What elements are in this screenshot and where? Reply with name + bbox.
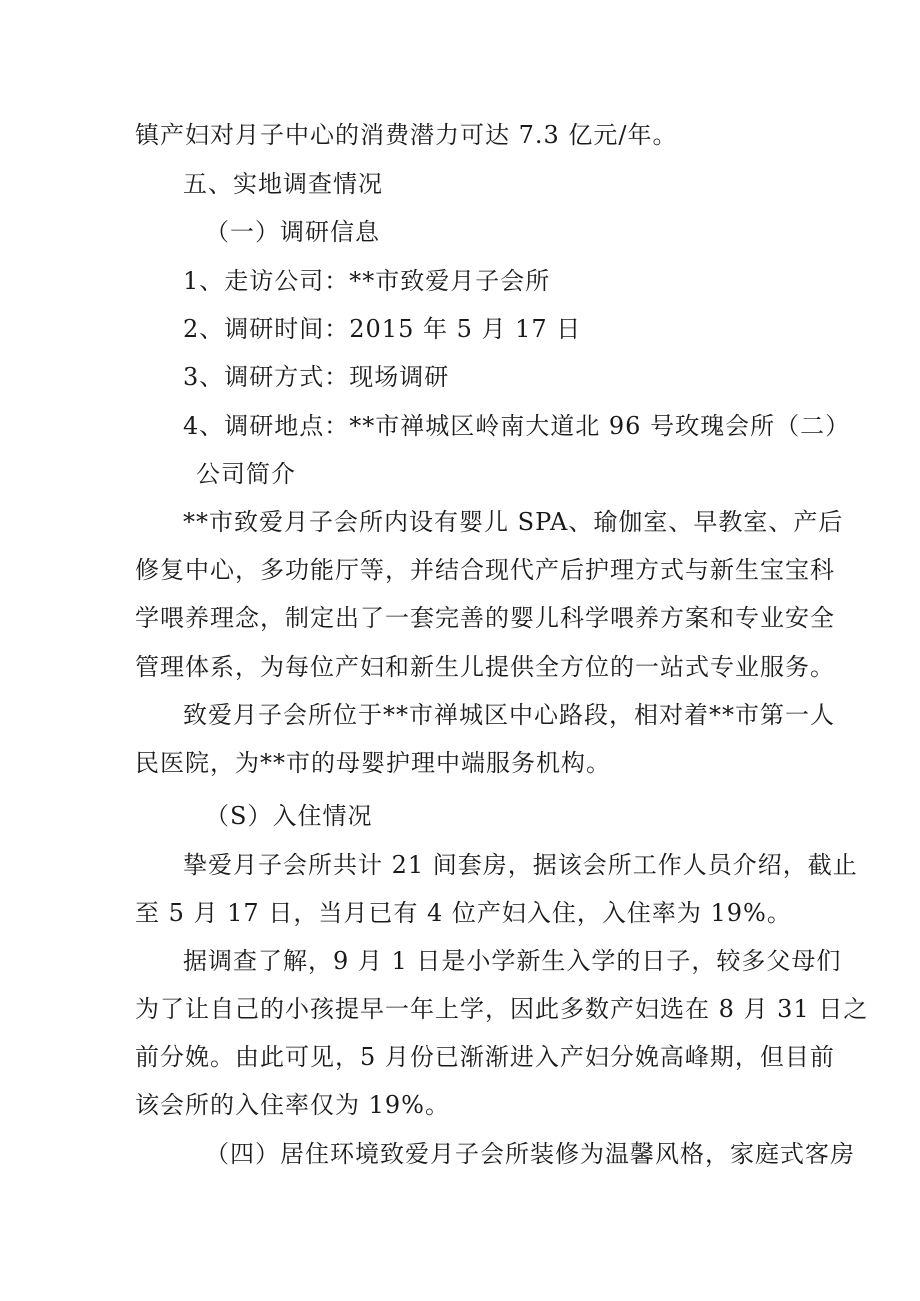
list-item: 4、调研地点：**市禅城区岭南大道北 96 号玫瑰会所（二） xyxy=(183,412,851,440)
list-item: 2、调研时间：2015 年 5 月 17 日 xyxy=(183,315,582,343)
paragraph-line: 据调查了解，9 月 1 日是小学新生入学的日子，较多父母们 xyxy=(183,947,842,975)
list-item: 3、调研方式：现场调研 xyxy=(183,363,450,391)
paragraph-line: 致爱月子会所位于**市禅城区中心路段，相对着**市第一人 xyxy=(183,701,835,729)
paragraph-line: 镇产妇对月子中心的消费潜力可达 7.3 亿元/年。 xyxy=(135,121,678,149)
paragraph-line: 学喂养理念，制定出了一套完善的婴儿科学喂养方案和专业安全 xyxy=(135,604,835,632)
list-item: 1、走访公司：**市致爱月子会所 xyxy=(183,267,551,295)
paragraph-line: 管理体系，为每位产妇和新生儿提供全方位的一站式专业服务。 xyxy=(135,653,835,681)
paragraph-line: 至 5 月 17 日，当月已有 4 位产妇入住，入住率为 19%。 xyxy=(135,899,792,927)
paragraph-line: 该会所的入住率仅为 19%。 xyxy=(135,1091,450,1119)
paragraph-line: （四）居住环境致爱月子会所装修为温馨风格，家庭式客房 xyxy=(205,1140,855,1168)
subsection-heading: （一）调研信息 xyxy=(205,218,380,246)
paragraph-line: 为了让自己的小孩提早一年上学，因此多数产妇选在 8 月 31 日之 xyxy=(135,995,869,1023)
paragraph-line: **市致爱月子会所内设有婴儿 SPA、瑜伽室、早教室、产后 xyxy=(183,508,844,536)
paragraph-line: 民医院，为**市的母婴护理中端服务机构。 xyxy=(135,749,611,777)
paragraph-line: 修复中心，多功能厅等，并结合现代产后护理方式与新生宝宝科 xyxy=(135,556,835,584)
paragraph-line: 前分娩。由此可见，5 月份已渐渐进入产妇分娩高峰期，但目前 xyxy=(135,1043,835,1071)
section-heading: 五、实地调查情况 xyxy=(183,170,383,198)
subsection-heading: 公司简介 xyxy=(196,460,296,488)
subsection-heading: （S）入住情况 xyxy=(205,802,373,830)
paragraph-line: 挚爱月子会所共计 21 间套房，据该会所工作人员介绍，截止 xyxy=(183,851,858,879)
